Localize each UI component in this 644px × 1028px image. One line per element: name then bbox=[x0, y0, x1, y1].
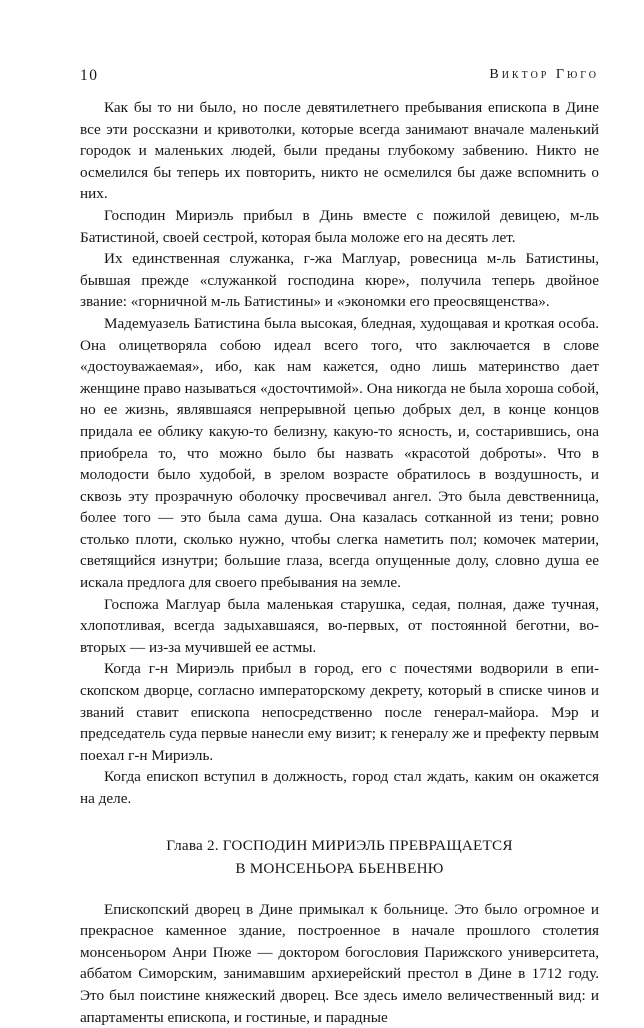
chapter-title-line-1: Глава 2. ГОСПОДИН МИРИЭЛЬ ПРЕВРАЩАЕТСЯ bbox=[166, 836, 513, 854]
paragraph: Как бы то ни было, но после девятилетнего пребывания епископа в Дине все эти россказни и кривотолки, которые всегда занимают вначале маленький городок и маленьких людей, были преданы глубокому забвению. Никто не осмелился бы теперь их повторить, никто не осмелился бы даже вспомнить о них. bbox=[80, 99, 599, 203]
paragraph: Госпожа Маглуар была маленькая старушка, седая, полная, даже тучная, хлопотливая, всегда задыхавшаяся, во-первых, от постоянной беготни, во-вторых — из-за мучившей ее астмы. bbox=[80, 595, 599, 656]
body-text bbox=[80, 97, 599, 1028]
paragraph: Мадемуазель Батистина была высокая, бледная, худощавая и кроткая особа. Она олицетворяла собою идеал всего того, что заключается в слове «достоуважаемая», ибо, как нам кажется, одно лишь материнство дает женщине право называться «досточтимой». Она никогда не была хороша собой, но ее жизнь, являвшаяся непрерывной цепью добрых дел, в конце концов придала ее облику какую-то белизну, какую-то ясность, и, состарившись, она приобрела то, что можно было бы назвать «красотой доброты». Что в молодости было худобой, в зрелом возрасте обратилось в воздушность, и сквозь эту прозрачную оболочку просвечивал ангел. Это была девственница, более того — это была сама душа. Она казалась сотканной из тени; ровно столько плоти, сколько нужно, чтобы слегка наметить пол; комочек материи, светящийся изнутри; большие глаза, всегда опущенные долу, словно душа ее искала предлога для своего пребывания на земле. bbox=[80, 314, 599, 592]
paragraph: Когда епископ вступил в должность, город стал ждать, каким он окажется на деле. bbox=[80, 768, 599, 807]
chapter-title-line-2: В МОНСЕНЬОРА БЬЕНВЕНЮ bbox=[235, 859, 444, 877]
paragraph: Когда г-н Мириэль прибыл в город, его с почестями водворили в епископском дворце, согласно императорскому декрету, который в списке чинов и званий ставит епископа непосредственно после генерал-майора. Мэр и председатель суда первые нанесли ему визит; к генералу же и префекту первым поехал г-н Мириэль. bbox=[80, 660, 599, 764]
page-header bbox=[80, 67, 599, 87]
page-number: 10 bbox=[80, 67, 99, 84]
paragraph: Господин Мириэль прибыл в Динь вместе с пожилой девицею, м-ль Батистиной, своей сестрой, которая была моложе его на десять лет. bbox=[80, 206, 599, 246]
paragraph: Епископский дворец в Дине примыкал к больнице. Это было огромное и прекрасное каменное здание, построенное в начале прошлого столетия монсеньором Анри Пюже — доктором богословия Парижского университета, аббатом Симорским, занимавшим архиерейский престол в Дине в 1712 году. Это был поистине княжеский дворец. Все здесь имело величественный вид: и апартаменты епископа, и гостиные, и парадные bbox=[80, 900, 599, 1026]
chapter-heading bbox=[80, 834, 599, 880]
running-head-author: Виктор Гюго bbox=[489, 67, 599, 82]
paragraph: Их единственная служанка, г-жа Маглуар, ровесница м-ль Батистины, бывшая прежде «служанкой господина кюре», получила теперь двойное звание: «горничной м-ль Батистины» и «экономки его преосвященства». bbox=[80, 250, 599, 311]
